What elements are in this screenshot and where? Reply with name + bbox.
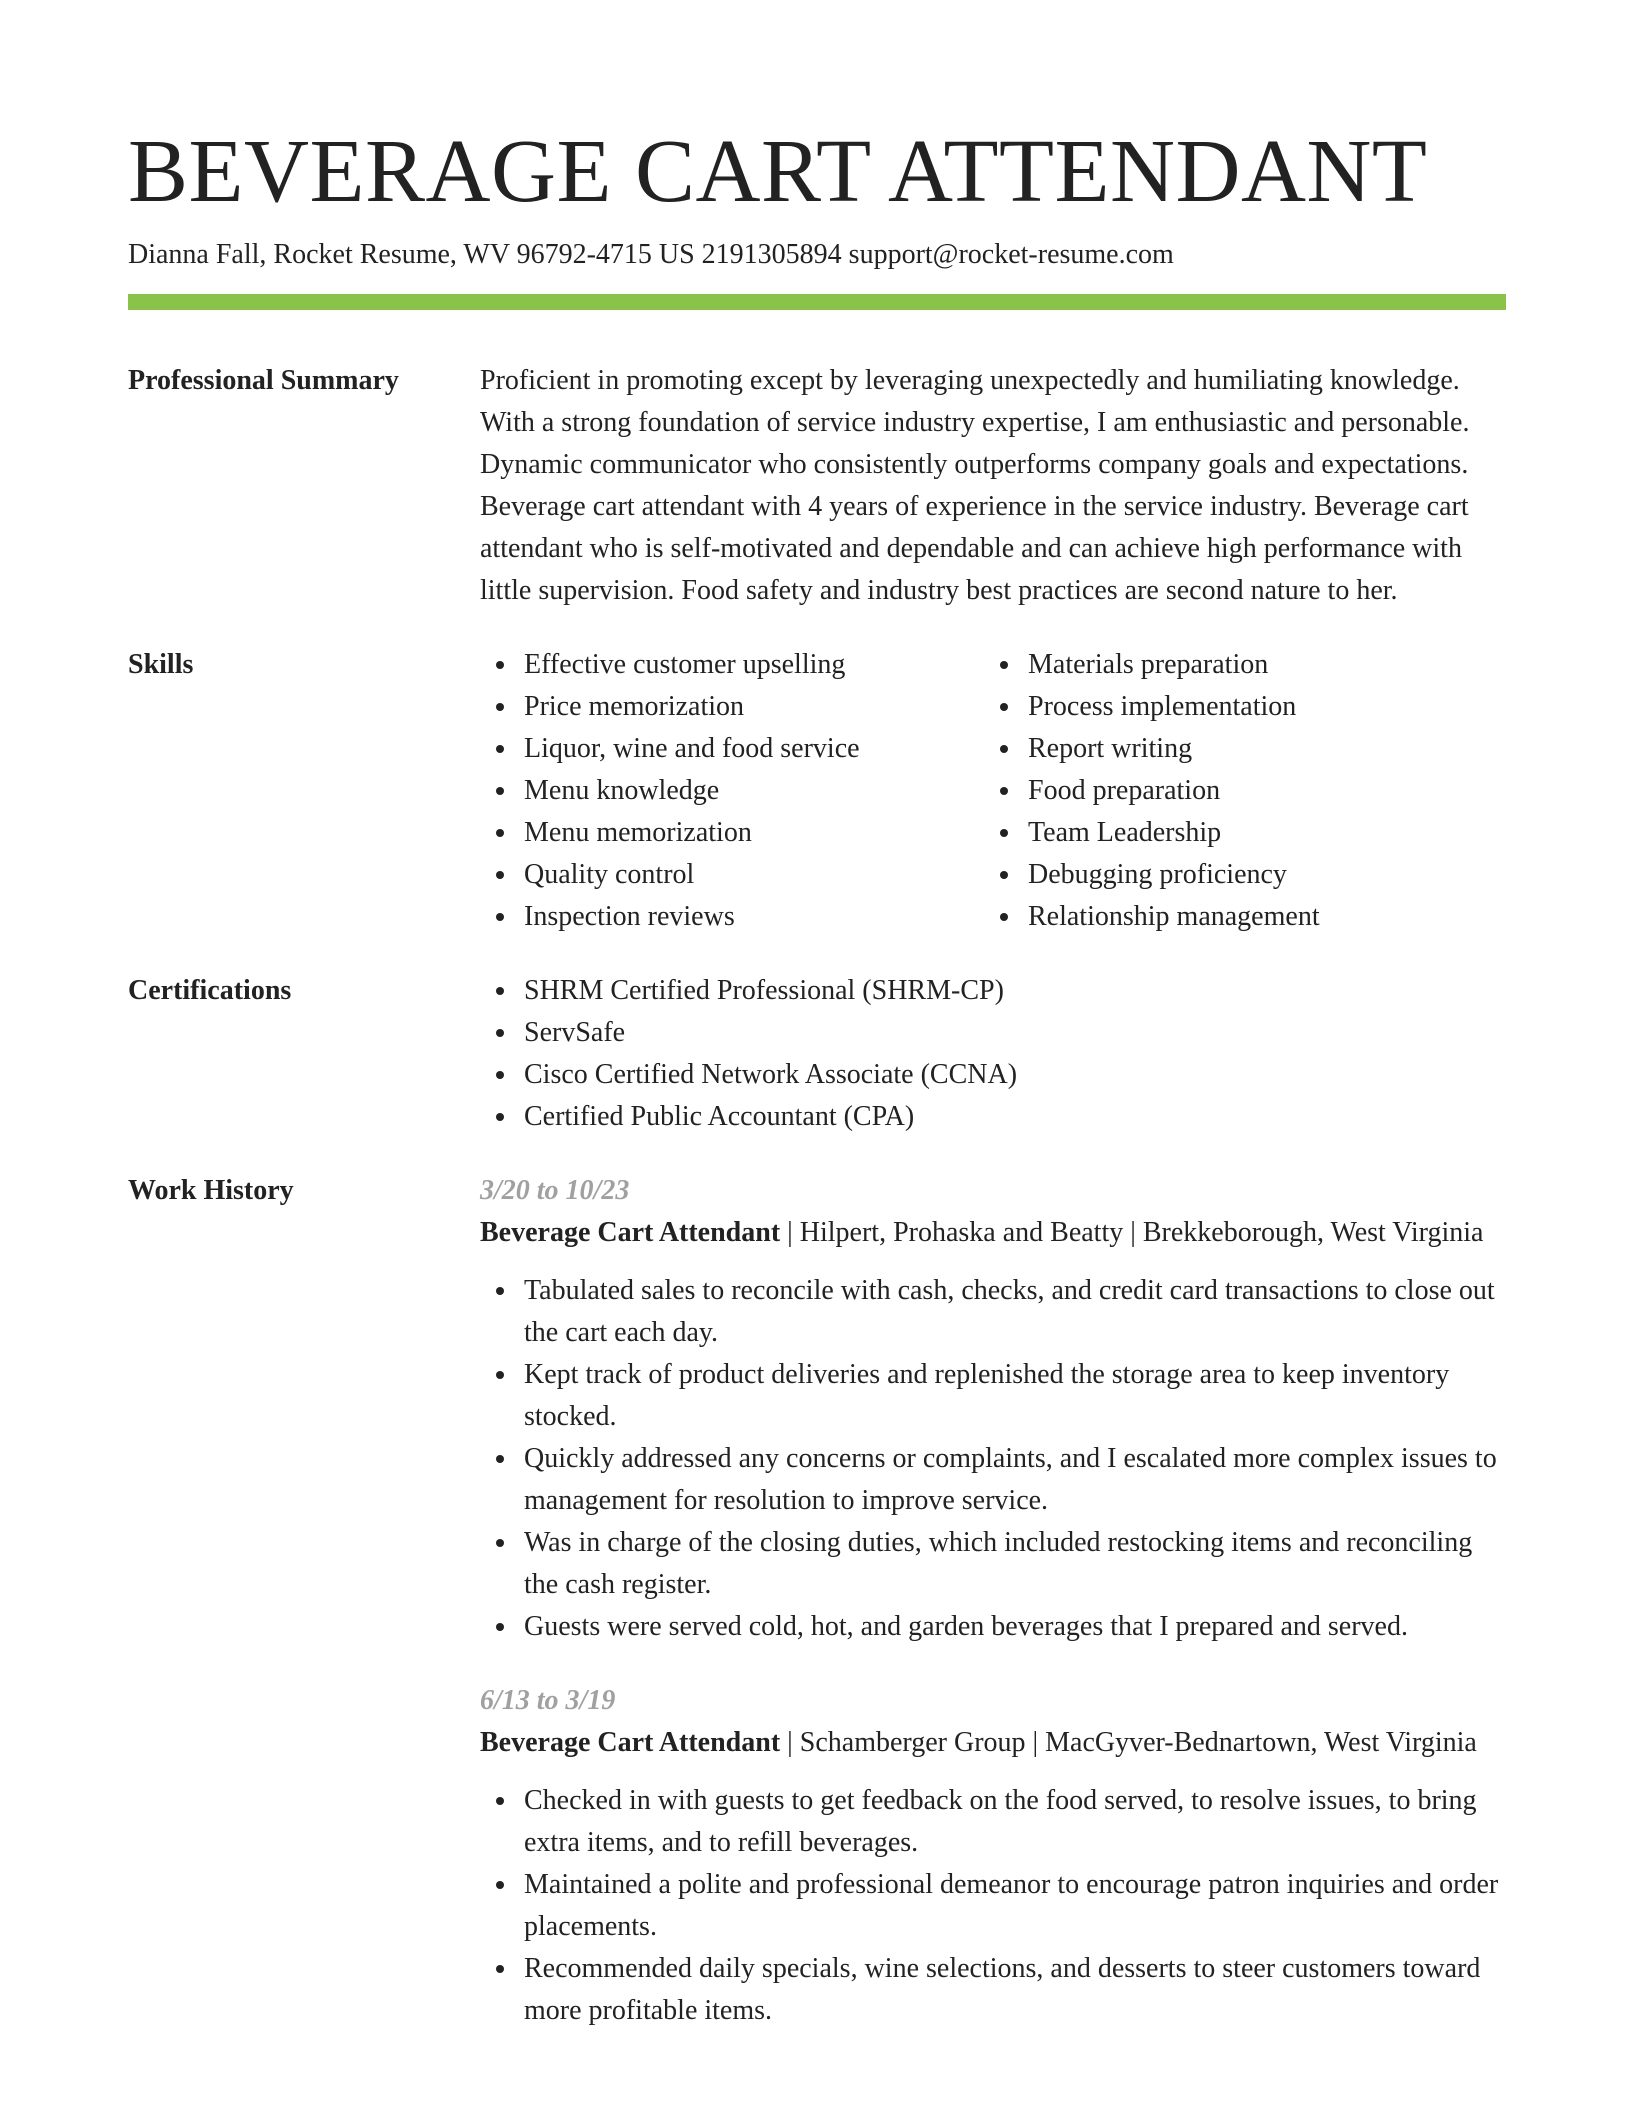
summary-text: Proficient in promoting except by leveraging unexpectedly and humiliating knowledge. With a strong foundation of service industry expertise, I am enthusiastic and personable. Dynamic communicator who consistently outperforms company goals and expectations. Beverage cart attendant with 4 years of experience in the service industry. Beverage cart attendant who is self-motivated and dependable and can achieve high performance with little supervision. Food safety and industry best practices are second nature to her. [480, 365, 1470, 606]
skill-item: Inspection reviews [480, 896, 984, 938]
job-dates: 3/20 to 10/23 [480, 1175, 630, 1206]
certifications-section [128, 970, 1506, 1138]
job-entry [480, 1680, 1506, 2032]
certification-item: ServSafe [480, 1012, 1506, 1054]
job-entry [480, 1170, 1506, 1648]
job-title: Beverage Cart Attendant [480, 1217, 781, 1248]
section-label: Work History [128, 1175, 294, 1206]
skill-item: Debugging proficiency [984, 854, 1488, 896]
skill-item: Process implementation [984, 686, 1488, 728]
certification-item: SHRM Certified Professional (SHRM-CP) [480, 970, 1506, 1012]
skill-item: Menu knowledge [480, 770, 984, 812]
skill-item: Price memorization [480, 686, 984, 728]
certification-item: Cisco Certified Network Associate (CCNA) [480, 1054, 1506, 1096]
work-history-section [128, 1170, 1506, 2032]
accent-divider [128, 294, 1506, 310]
contact-line: Dianna Fall, Rocket Resume, WV 96792-4715 US 2191305894 support@rocket-resume.com [128, 239, 1174, 270]
skill-item: Team Leadership [984, 812, 1488, 854]
work-history-body [480, 1170, 1506, 2032]
section-label: Certifications [128, 975, 292, 1006]
professional-summary-section [128, 360, 1506, 612]
job-duty-item: Tabulated sales to reconcile with cash, checks, and credit card transactions to close out the cart each day. [480, 1270, 1506, 1354]
skill-item: Relationship management [984, 896, 1488, 938]
job-duty-item: Checked in with guests to get feedback on the food served, to resolve issues, to bring extra items, and to refill beverages. [480, 1780, 1506, 1864]
skill-item: Food preparation [984, 770, 1488, 812]
section-label: Skills [128, 649, 194, 680]
job-company-location: | Schamberger Group | MacGyver-Bednartown, West Virginia [780, 1727, 1477, 1758]
resume-page [128, 118, 1506, 2032]
resume-title: BEVERAGE CART ATTENDANT [128, 122, 1428, 221]
skills-grid [480, 644, 1506, 938]
skill-item: Liquor, wine and food service [480, 728, 984, 770]
skill-item: Effective customer upselling [480, 644, 984, 686]
job-duties-list [480, 1270, 1506, 1648]
skill-item: Materials preparation [984, 644, 1488, 686]
job-duty-item: Kept track of product deliveries and replenished the storage area to keep inventory stocked. [480, 1354, 1506, 1438]
skill-item: Quality control [480, 854, 984, 896]
section-label: Professional Summary [128, 365, 399, 396]
job-duties-list [480, 1780, 1506, 2032]
job-dates: 6/13 to 3/19 [480, 1685, 616, 1716]
job-duty-item: Guests were served cold, hot, and garden beverages that I prepared and served. [480, 1606, 1506, 1648]
job-title: Beverage Cart Attendant [480, 1727, 781, 1758]
skill-item: Menu memorization [480, 812, 984, 854]
certification-item: Certified Public Accountant (CPA) [480, 1096, 1506, 1138]
skills-section [128, 644, 1506, 938]
job-company-location: | Hilpert, Prohaska and Beatty | Brekkeborough, West Virginia [780, 1217, 1484, 1248]
job-heading [480, 1722, 1506, 1764]
job-duty-item: Maintained a polite and professional demeanor to encourage patron inquiries and order placements. [480, 1864, 1506, 1948]
skills-right-column [984, 644, 1488, 938]
job-duty-item: Recommended daily specials, wine selections, and desserts to steer customers toward more profitable items. [480, 1948, 1506, 2032]
certifications-list [480, 970, 1506, 1138]
skills-left-column [480, 644, 984, 938]
job-duty-item: Was in charge of the closing duties, which included restocking items and reconciling the cash register. [480, 1522, 1506, 1606]
job-heading [480, 1212, 1506, 1254]
job-duty-item: Quickly addressed any concerns or complaints, and I escalated more complex issues to management for resolution to improve service. [480, 1438, 1506, 1522]
skill-item: Report writing [984, 728, 1488, 770]
